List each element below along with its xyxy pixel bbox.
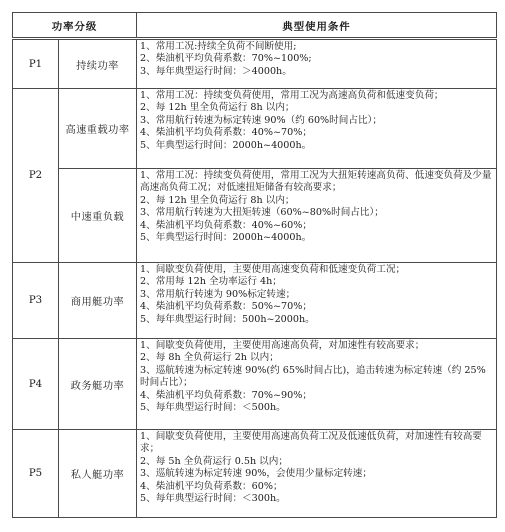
condition-line: 1、常用工况：持续变负荷使用，常用工况为大扭矩转速高负荷、低速变负荷及少量高速高负荷工况；对低速扭矩储备有较高要求； <box>140 170 492 194</box>
condition-line: 2、每 5h 全负荷运行 0.5h 以内； <box>140 455 288 467</box>
table-row <box>13 169 497 263</box>
condition-line: 5、每年典型运行时间：500h~2000h。 <box>140 313 315 325</box>
condition-line: 5、每年典型运行时间：＜500h。 <box>140 402 286 414</box>
condition-line: 1、间歇变负荷使用，主要使用高速高负荷，对加速性有较高要求； <box>140 340 425 351</box>
category-cell: 商用艇功率 <box>59 263 137 339</box>
condition-line: 1、常用工况:持续全负荷不间断使用; <box>140 41 297 52</box>
table-row <box>13 430 497 518</box>
conditions-cell <box>137 263 497 339</box>
condition-line: 4、柴油机平均负荷系数：70%~90%； <box>140 389 312 401</box>
category-cell: 高速重载功率 <box>59 89 137 169</box>
level-cell: P3 <box>13 263 59 339</box>
condition-line: 5、每年典型运行时间：＜300h。 <box>140 493 286 505</box>
level-cell: P1 <box>13 39 59 89</box>
conditions-cell <box>137 39 497 89</box>
condition-line: 2、柴油机平均负荷系数：70%~100%; <box>140 53 312 65</box>
condition-line: 2、每 12h 里全负荷运行 8h 以内； <box>140 194 295 206</box>
header-level: 功率分级 <box>13 13 137 39</box>
condition-line: 3、巡航转速为标定转速 90%(约 65%时间占比)，追击转速为标定转速（约 25%时间占比）； <box>140 364 486 389</box>
table-row <box>13 339 497 430</box>
level-cell: P4 <box>13 339 59 430</box>
category-cell: 政务艇功率 <box>59 339 137 430</box>
condition-line: 5、年典型运行时间：2000h~4000h。 <box>140 232 312 244</box>
conditions-cell <box>137 89 497 169</box>
condition-line: 3、常用航行转速为 90%标定转速； <box>140 288 296 300</box>
conditions-cell <box>137 169 497 263</box>
level-cell: P2 <box>13 89 59 263</box>
condition-line: 3、巡航转速为标定转速 90%，会使用少量标定转速； <box>140 468 372 480</box>
condition-line: 2、常用每 12h 全功率运行 4h； <box>140 276 282 288</box>
condition-line: 1、间歇变负荷使用，主要使用高速高负荷工况及低速低负荷，对加速性有较高要求； <box>140 431 482 455</box>
table-row <box>13 263 497 339</box>
level-cell: P5 <box>13 430 59 518</box>
table-row <box>13 89 497 169</box>
condition-line: 1、常用工况：持续变负荷使用，常用工况为高速高负荷和低速变负荷； <box>140 90 444 101</box>
condition-line: 2、每 12h 里全负荷运行 8h 以内； <box>140 102 295 114</box>
category-cell: 私人艇功率 <box>59 430 137 518</box>
category-cell: 中速重负载 <box>59 169 137 263</box>
condition-line: 3、常用航行转速为标定转速 90%（约 60%时间占比）； <box>140 114 382 126</box>
condition-line: 4、柴油机平均负荷系数：40%~70%； <box>140 127 312 139</box>
table-row <box>13 39 497 89</box>
category-cell: 持续功率 <box>59 39 137 89</box>
condition-line: 4、柴油机平均负荷系数：40%~60%； <box>140 219 312 231</box>
conditions-cell <box>137 339 497 430</box>
header-conditions: 典型使用条件 <box>137 13 497 39</box>
usage-conditions-table <box>12 12 497 518</box>
condition-line: 1、间歇变负荷使用，主要使用高速变负荷和低速变负荷工况； <box>140 264 406 275</box>
condition-line: 4、柴油机平均负荷系数：50%~70%； <box>140 301 312 313</box>
conditions-cell <box>137 430 497 518</box>
condition-line: 2、每 8h 全负荷运行 2h 以内； <box>140 352 279 364</box>
condition-line: 3、每年典型运行时间：＞4000h。 <box>140 65 292 77</box>
condition-line: 5、年典型运行时间：2000h~4000h。 <box>140 139 312 151</box>
condition-line: 4、柴油机平均负荷系数：60%； <box>140 480 283 492</box>
condition-line: 3、常用航行转速为大扭矩转速（60%~80%时间占比）； <box>140 207 384 219</box>
